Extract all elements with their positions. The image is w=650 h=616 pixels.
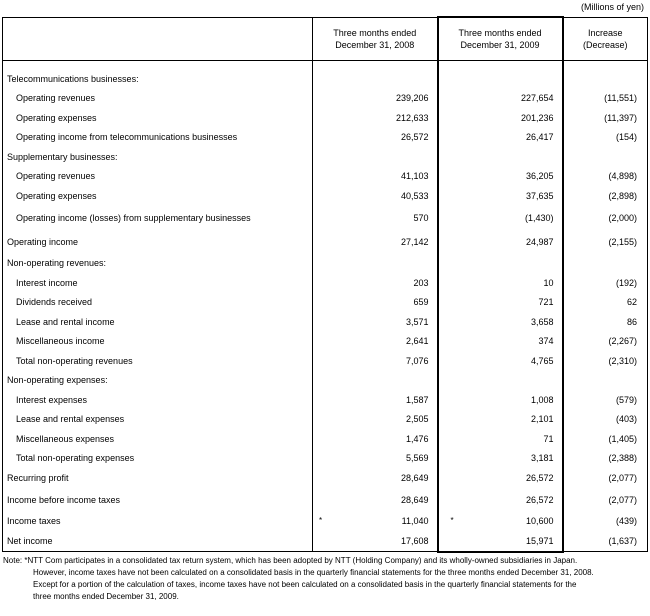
table-row xyxy=(3,128,648,148)
increase-decrease-value: (579) xyxy=(563,390,648,410)
increase-decrease-value: (154) xyxy=(563,128,648,148)
row-label: Operating revenues xyxy=(3,89,313,109)
footnote-line-4: three months ended December 31, 2009. xyxy=(33,592,179,601)
header-increase-decrease: Increase (Decrease) xyxy=(563,17,648,61)
prev-period-value: 1,476 xyxy=(313,429,438,449)
row-label: Net income xyxy=(3,531,313,552)
row-label: Income taxes xyxy=(3,512,313,532)
current-period-value: 3,181 xyxy=(438,449,563,469)
prev-period-value: 40,533 xyxy=(313,186,438,206)
current-period-value: 37,635 xyxy=(438,186,563,206)
current-period-value: 26,572 xyxy=(438,488,563,512)
row-label: Operating income xyxy=(3,230,313,254)
prev-period-value xyxy=(313,69,438,89)
current-period-value: 24,987 xyxy=(438,230,563,254)
increase-decrease-value: (2,898) xyxy=(563,186,648,206)
increase-decrease-value: (403) xyxy=(563,410,648,430)
row-label: Miscellaneous expenses xyxy=(3,429,313,449)
footnote-line-2: However, income taxes have not been calculated on a consolidated basis in the quarterly financial statements for the three months ended December 31, 2008. xyxy=(33,568,594,577)
prev-period-value: 17,608 xyxy=(313,531,438,552)
table-row xyxy=(3,293,648,313)
header-label-cell xyxy=(3,17,313,61)
increase-decrease-value: (2,077) xyxy=(563,468,648,488)
current-period-value: 201,236 xyxy=(438,108,563,128)
current-period-value: 227,654 xyxy=(438,89,563,109)
row-label: Operating income (losses) from supplementary businesses xyxy=(3,206,313,230)
current-period-value: 26,417 xyxy=(438,128,563,148)
row-label: Non-operating expenses: xyxy=(3,371,313,391)
increase-decrease-value: (11,551) xyxy=(563,89,648,109)
prev-period-value: 659 xyxy=(313,293,438,313)
current-period-value: 71 xyxy=(438,429,563,449)
table-row xyxy=(3,429,648,449)
table-row xyxy=(3,312,648,332)
prev-period-value: 26,572 xyxy=(313,128,438,148)
table-row xyxy=(3,89,648,109)
increase-decrease-value xyxy=(563,371,648,391)
prev-period-value: 3,571 xyxy=(313,312,438,332)
prev-period-value: 11,040 * xyxy=(313,512,438,532)
increase-decrease-value: (192) xyxy=(563,273,648,293)
asterisk-marker: * xyxy=(450,516,454,526)
prev-period-value: 28,649 xyxy=(313,488,438,512)
table-row xyxy=(3,468,648,488)
units-label: (Millions of yen) xyxy=(580,2,644,12)
increase-decrease-value: 86 xyxy=(563,312,648,332)
increase-decrease-value xyxy=(563,69,648,89)
increase-decrease-value: (1,637) xyxy=(563,531,648,552)
current-period-value: (1,430) xyxy=(438,206,563,230)
row-label: Lease and rental income xyxy=(3,312,313,332)
table-row xyxy=(3,69,648,89)
table-row xyxy=(3,531,648,552)
row-label: Total non-operating revenues xyxy=(3,351,313,371)
prev-period-value: 203 xyxy=(313,273,438,293)
increase-decrease-value: (2,388) xyxy=(563,449,648,469)
row-label: Interest income xyxy=(3,273,313,293)
row-label: Telecommunications businesses: xyxy=(3,69,313,89)
row-label: Lease and rental expenses xyxy=(3,410,313,430)
row-label: Interest expenses xyxy=(3,390,313,410)
table-row xyxy=(3,390,648,410)
increase-decrease-value: (2,267) xyxy=(563,332,648,352)
current-period-value: 36,205 xyxy=(438,167,563,187)
table-row xyxy=(3,167,648,187)
row-label: Dividends received xyxy=(3,293,313,313)
current-period-value: 374 xyxy=(438,332,563,352)
prev-period-value: 239,206 xyxy=(313,89,438,109)
table-row xyxy=(3,108,648,128)
current-period-value xyxy=(438,147,563,167)
current-period-value: 3,658 xyxy=(438,312,563,332)
table-row xyxy=(3,230,648,254)
increase-decrease-value: (2,310) xyxy=(563,351,648,371)
prev-period-value: 7,076 xyxy=(313,351,438,371)
prev-period-value: 2,641 xyxy=(313,332,438,352)
current-period-value: 10,600 * xyxy=(438,512,563,532)
table-row xyxy=(3,410,648,430)
table-row xyxy=(3,371,648,391)
header-row xyxy=(3,17,648,61)
current-period-value: 721 xyxy=(438,293,563,313)
prev-period-value xyxy=(313,254,438,274)
increase-decrease-value: (4,898) xyxy=(563,167,648,187)
increase-decrease-value: (2,077) xyxy=(563,488,648,512)
increase-decrease-value: (2,155) xyxy=(563,230,648,254)
row-label: Operating expenses xyxy=(3,186,313,206)
prev-period-value: 212,633 xyxy=(313,108,438,128)
spacer-row xyxy=(3,61,648,70)
row-label: Miscellaneous income xyxy=(3,332,313,352)
increase-decrease-value xyxy=(563,254,648,274)
current-period-value: 26,572 xyxy=(438,468,563,488)
increase-decrease-value: (11,397) xyxy=(563,108,648,128)
table-row xyxy=(3,147,648,167)
increase-decrease-value: 62 xyxy=(563,293,648,313)
row-label: Total non-operating expenses xyxy=(3,449,313,469)
table-row xyxy=(3,488,648,512)
header-prev-period: Three months ended December 31, 2008 xyxy=(313,17,438,61)
increase-decrease-value: (2,000) xyxy=(563,206,648,230)
prev-period-value: 5,569 xyxy=(313,449,438,469)
increase-decrease-value xyxy=(563,147,648,167)
asterisk-marker: * xyxy=(319,516,323,526)
prev-period-value: 2,505 xyxy=(313,410,438,430)
increase-decrease-value: (1,405) xyxy=(563,429,648,449)
current-period-value xyxy=(438,69,563,89)
prev-period-value: 1,587 xyxy=(313,390,438,410)
header-current-period: Three months ended December 31, 2009 xyxy=(438,17,563,61)
current-period-value xyxy=(438,371,563,391)
row-label: Income before income taxes xyxy=(3,488,313,512)
footnote-line-1: Note: *NTT Com participates in a consolidated tax return system, which has been adopted by NTT (Holding Company) and its wholly-owned subsidiaries in Japan. xyxy=(3,556,578,565)
prev-period-value xyxy=(313,147,438,167)
current-period-value: 2,101 xyxy=(438,410,563,430)
table-row xyxy=(3,351,648,371)
current-period-value: 4,765 xyxy=(438,351,563,371)
table-row xyxy=(3,186,648,206)
row-label: Operating revenues xyxy=(3,167,313,187)
row-label: Supplementary businesses: xyxy=(3,147,313,167)
income-statement-table xyxy=(2,16,648,553)
footnote-line-3: Except for a portion of the calculation of taxes, income taxes have not been calculated on a consolidated basis in the quarterly financial statements for the xyxy=(33,580,577,589)
row-label: Operating expenses xyxy=(3,108,313,128)
table-row xyxy=(3,512,648,532)
increase-decrease-value: (439) xyxy=(563,512,648,532)
table-row xyxy=(3,273,648,293)
prev-period-value: 41,103 xyxy=(313,167,438,187)
table-row xyxy=(3,254,648,274)
table-row xyxy=(3,206,648,230)
current-period-value: 1,008 xyxy=(438,390,563,410)
prev-period-value: 570 xyxy=(313,206,438,230)
table-row xyxy=(3,332,648,352)
current-period-value: 10 xyxy=(438,273,563,293)
current-period-value: 15,971 xyxy=(438,531,563,552)
prev-period-value: 27,142 xyxy=(313,230,438,254)
row-label: Non-operating revenues: xyxy=(3,254,313,274)
prev-period-value xyxy=(313,371,438,391)
current-period-value xyxy=(438,254,563,274)
row-label: Recurring profit xyxy=(3,468,313,488)
prev-period-value: 28,649 xyxy=(313,468,438,488)
row-label: Operating income from telecommunications businesses xyxy=(3,128,313,148)
table-row xyxy=(3,449,648,469)
footnote xyxy=(3,555,643,603)
